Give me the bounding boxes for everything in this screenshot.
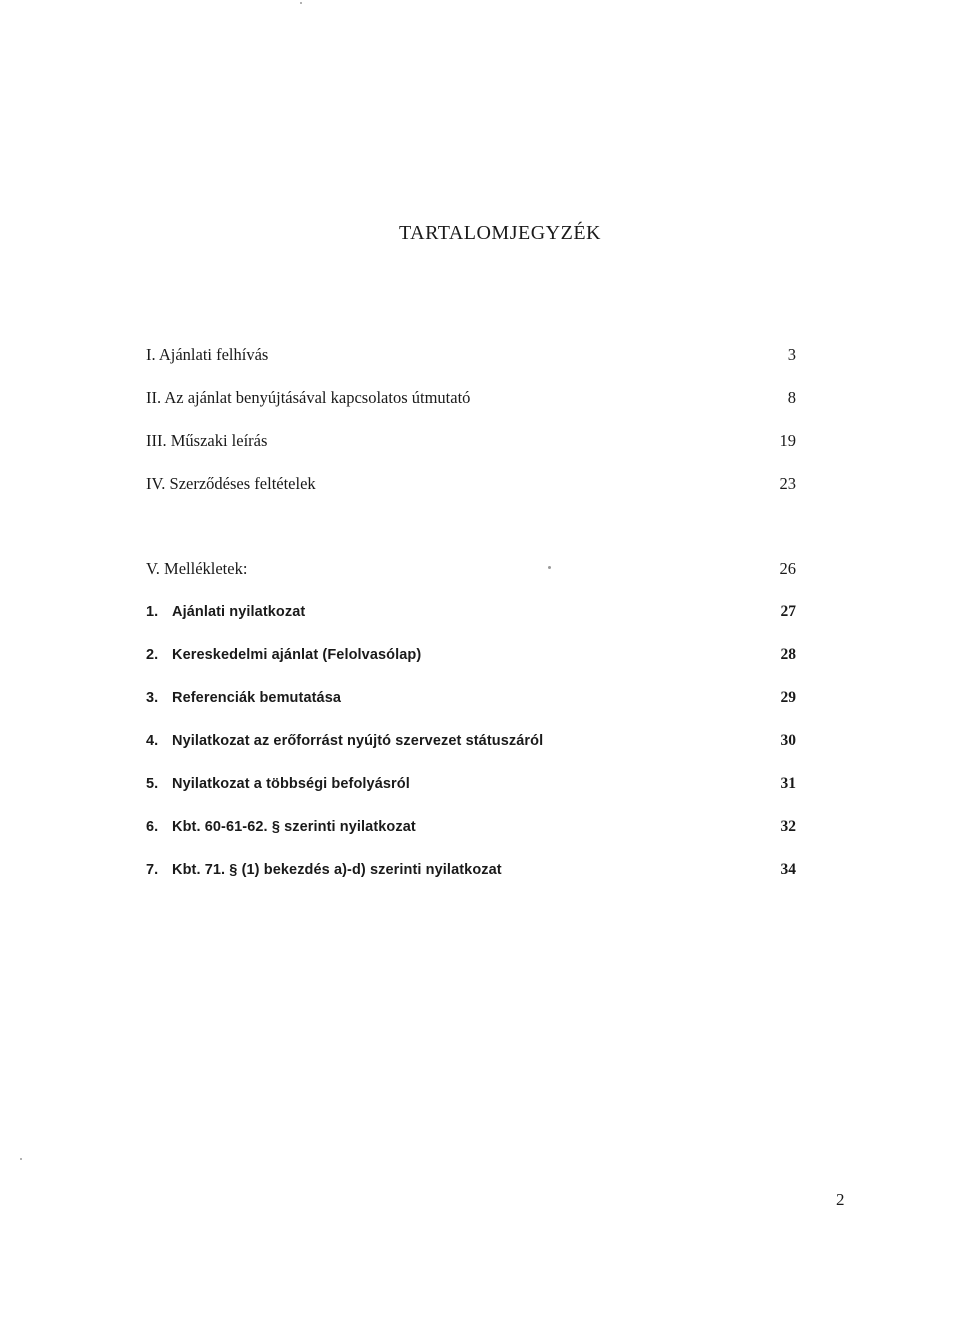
toc-annex-label [146, 600, 305, 624]
scan-speck [20, 1158, 22, 1160]
toc-annex-entry [146, 729, 796, 753]
toc-entry-label: II. Az ajánlat benyújtásával kapcsolatos útmutató [146, 388, 471, 407]
toc-annex-text: Kbt. 71. § (1) bekezdés a)-d) szerinti nyilatkozat [172, 862, 502, 878]
toc-annex-number: 1. [146, 604, 159, 620]
scan-speck [548, 566, 551, 569]
toc-annex-number: 4. [146, 733, 159, 749]
toc-entry [146, 472, 796, 496]
page-number: 2 [836, 1190, 845, 1209]
toc-annex-number: 5. [146, 776, 159, 792]
toc-annex-label [146, 772, 410, 796]
toc-entry-page: 19 [779, 431, 796, 450]
toc-annex-text: Ajánlati nyilatkozat [172, 604, 306, 620]
toc-entry-page: 23 [779, 474, 796, 493]
toc-annex-text: Referenciák bemutatása [172, 690, 342, 706]
toc-entry-page: 3 [787, 345, 796, 364]
toc-annex-number: 3. [146, 690, 159, 706]
toc-entry-page: 8 [787, 388, 796, 407]
toc-annex-entry [146, 600, 796, 624]
toc-annex-text: Kbt. 60-61-62. § szerinti nyilatkozat [172, 819, 416, 835]
toc-annex-page: 29 [780, 689, 796, 706]
toc-annex-text: Kereskedelmi ajánlat (Felolvasólap) [172, 647, 422, 663]
toc-annex-entry [146, 686, 796, 710]
toc-annex-page: 34 [780, 861, 796, 878]
toc-entry-label: I. Ajánlati felhívás [146, 345, 269, 364]
toc-annex-entry [146, 772, 796, 796]
toc-annex-text: Nyilatkozat a többségi befolyásról [172, 776, 410, 792]
toc-entry-label: III. Műszaki leírás [146, 431, 268, 450]
toc-entry [146, 386, 796, 410]
toc-annex-label [146, 729, 543, 753]
toc-annex-page: 28 [780, 646, 796, 663]
toc-annex-entry [146, 643, 796, 667]
toc-entry-page: 26 [779, 559, 796, 578]
toc-entry [146, 343, 796, 367]
toc-annex-page: 32 [780, 818, 796, 835]
toc-annex-entry [146, 815, 796, 839]
toc-annex-number: 2. [146, 647, 159, 663]
toc-annex-text: Nyilatkozat az erőforrást nyújtó szervezet státuszáról [172, 733, 544, 749]
toc-title: TARTALOMJEGYZÉK [399, 222, 601, 244]
toc-entry [146, 557, 796, 581]
toc-entry-label: IV. Szerződéses feltételek [146, 474, 316, 493]
toc-annex-page: 31 [780, 775, 796, 792]
scan-speck [300, 2, 302, 4]
toc-annex-page: 30 [780, 732, 796, 749]
toc-annex-label [146, 643, 421, 667]
toc-annex-label [146, 815, 416, 839]
toc-annex-page: 27 [780, 603, 796, 620]
toc-annex-number: 7. [146, 862, 159, 878]
toc-annex-label [146, 686, 341, 710]
toc-entry [146, 429, 796, 453]
toc-annex-label [146, 858, 502, 882]
toc-annex-entry [146, 858, 796, 882]
toc-entry-label: V. Mellékletek: [146, 559, 248, 578]
toc-annex-number: 6. [146, 819, 159, 835]
